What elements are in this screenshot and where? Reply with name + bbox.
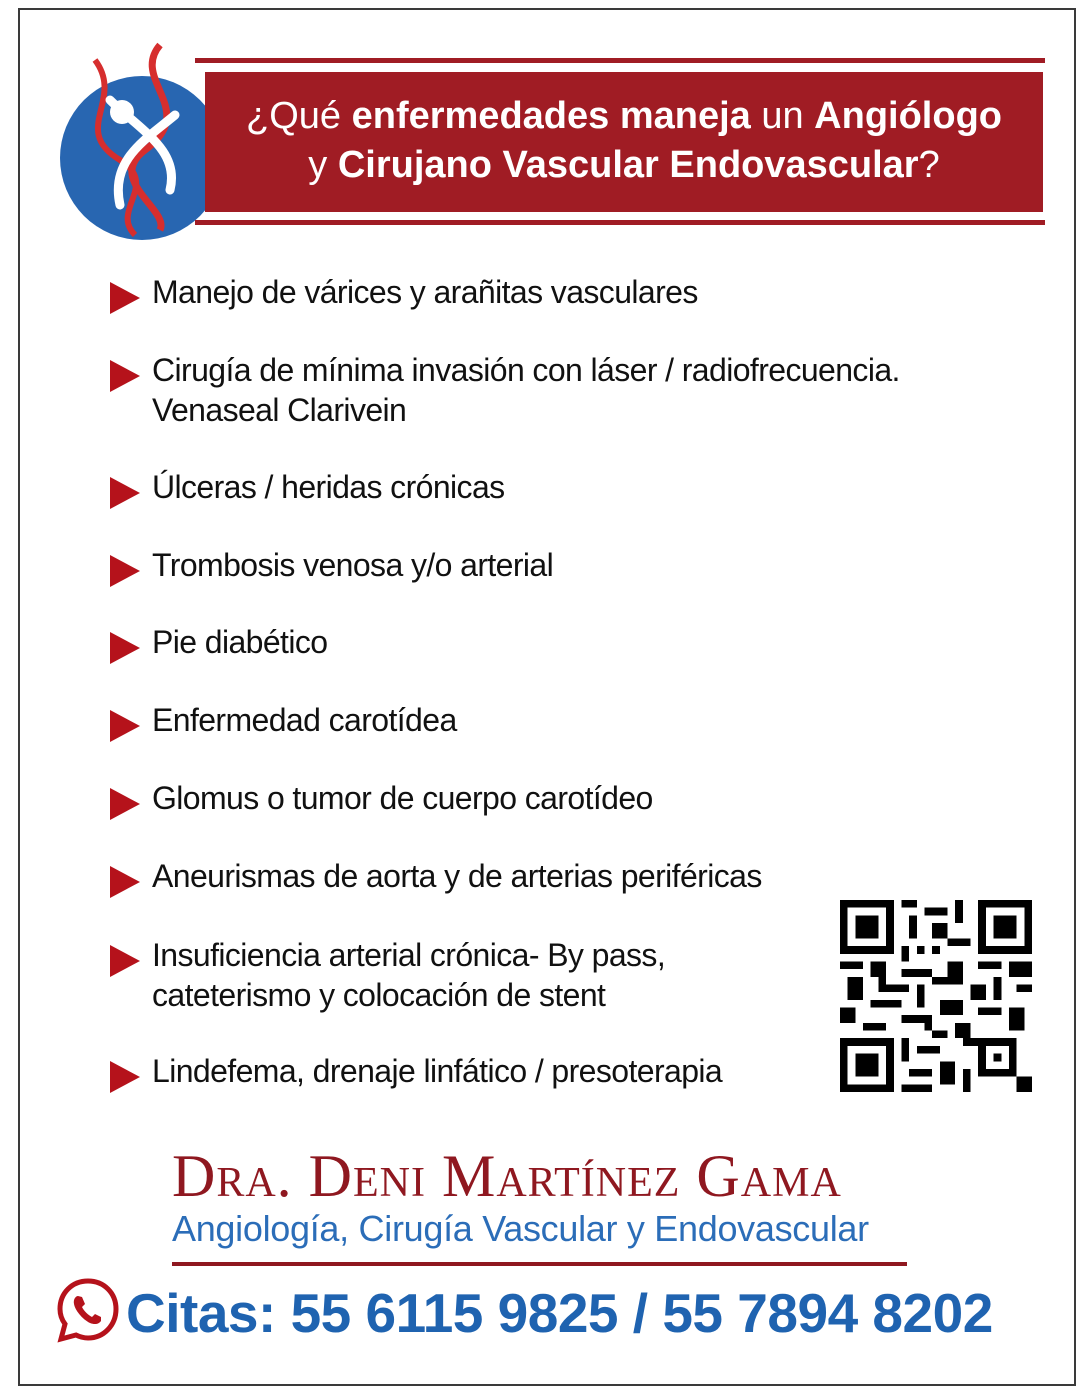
list-item-text: Insuficiencia arterial crónica- By pass, cateterismo y colocación de stent [152,937,666,1013]
list-item-text: Cirugía de mínima invasión con láser / radiofrecuencia. Venaseal Clarivein [152,352,900,428]
triangle-bullet-icon [110,945,140,977]
triangle-bullet-icon [110,788,140,820]
triangle-bullet-icon [110,866,140,898]
list-item-text: Glomus o tumor de cuerpo carotídeo [152,780,653,816]
list-item-text: Úlceras / heridas crónicas [152,469,505,505]
doctor-specialty: Angiología, Cirugía Vascular y Endovascular [172,1208,869,1249]
triangle-bullet-icon [110,710,140,742]
triangle-bullet-icon [110,1061,140,1093]
doctor-name: Dra. Deni Martínez Gama [172,1143,842,1209]
triangle-bullet-icon [110,282,140,314]
vascular-figure-logo [50,40,230,240]
header-banner [205,72,1043,212]
doctor-divider [172,1262,907,1266]
triangle-bullet-icon [110,555,140,587]
list-item-text: Manejo de várices y arañitas vasculares [152,274,698,310]
list-item-text: Lindefema, drenaje linfático / presoterapia [152,1053,723,1089]
banner-bottom-rule [195,220,1045,225]
banner-line-2: y Cirujano Vascular Endovascular? [308,144,940,186]
triangle-bullet-icon [110,632,140,664]
whatsapp-icon[interactable] [55,1277,121,1343]
list-item-text: Aneurismas de aorta y de arterias periféricas [152,858,762,894]
appointment-phones[interactable]: Citas: 55 6115 9825 / 55 7894 8202 [126,1282,993,1344]
triangle-bullet-icon [110,360,140,392]
list-item-text: Enfermedad carotídea [152,702,457,738]
list-item-text: Pie diabético [152,624,328,660]
triangle-bullet-icon [110,477,140,509]
list-item-text: Trombosis venosa y/o arterial [152,547,554,583]
banner-top-rule [195,58,1045,63]
qr-code[interactable] [840,900,1032,1092]
banner-line-1: ¿Qué enfermedades maneja un Angiólogo [245,95,1003,137]
